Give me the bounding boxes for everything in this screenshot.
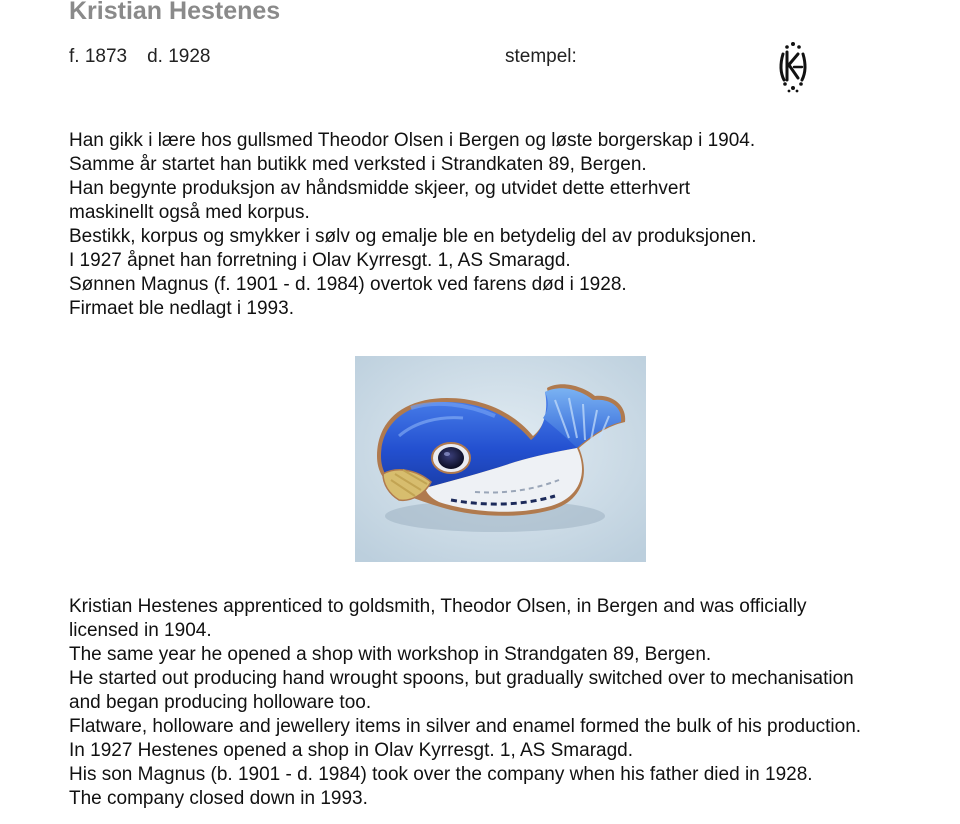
bio-line-no: Han begynte produksjon av håndsmidde skjeer, og utvidet dette etterhvert xyxy=(69,178,691,199)
whale-brooch-photo xyxy=(355,356,646,562)
bio-line-en: The company closed down in 1993. xyxy=(69,788,368,809)
enamel-whale-brooch-photo xyxy=(355,356,646,562)
english-biography xyxy=(69,595,861,811)
birth-year: f. 1873 xyxy=(69,46,128,67)
bio-line-en: Flatware, holloware and jewellery items in silver and enamel formed the bulk of his production. xyxy=(69,716,862,737)
bio-line-en: and began producing holloware too. xyxy=(69,692,372,713)
bio-line-no: I 1927 åpnet han forretning i Olav Kyrresgt. 1, AS Smaragd. xyxy=(69,250,571,271)
kh-hallmark-icon xyxy=(775,40,811,96)
bio-line-no: Samme år startet han butikk med verksted i Strandkaten 89, Bergen. xyxy=(69,154,647,175)
page-title: Kristian Hestenes xyxy=(69,0,281,25)
bio-line-en: In 1927 Hestenes opened a shop in Olav Kyrresgt. 1, AS Smaragd. xyxy=(69,740,634,761)
stamp-label: stempel: xyxy=(505,46,577,67)
bio-line-en: He started out producing hand wrought spoons, but gradually switched over to mechanisation xyxy=(69,668,854,689)
bio-line-en: The same year he opened a shop with workshop in Strandgaten 89, Bergen. xyxy=(69,644,712,665)
bio-line-en: His son Magnus (b. 1901 - d. 1984) took over the company when his father died in 1928. xyxy=(69,764,813,785)
death-year: d. 1928 xyxy=(147,46,211,67)
norwegian-biography xyxy=(69,129,757,321)
bio-line-en: Kristian Hestenes apprenticed to goldsmith, Theodor Olsen, in Bergen and was officially xyxy=(69,596,807,617)
bio-line-no: Firmaet ble nedlagt i 1993. xyxy=(69,298,294,319)
life-dates xyxy=(69,46,231,68)
bio-line-no: Bestikk, korpus og smykker i sølv og emalje ble en betydelig del av produksjonen. xyxy=(69,226,757,247)
bio-line-no: Han gikk i lære hos gullsmed Theodor Olsen i Bergen og løste borgerskap i 1904. xyxy=(69,130,756,151)
bio-line-no: Sønnen Magnus (f. 1901 - d. 1984) overtok ved farens død i 1928. xyxy=(69,274,627,295)
bio-line-no: maskinellt også med korpus. xyxy=(69,202,310,223)
bio-line-en: licensed in 1904. xyxy=(69,620,212,641)
